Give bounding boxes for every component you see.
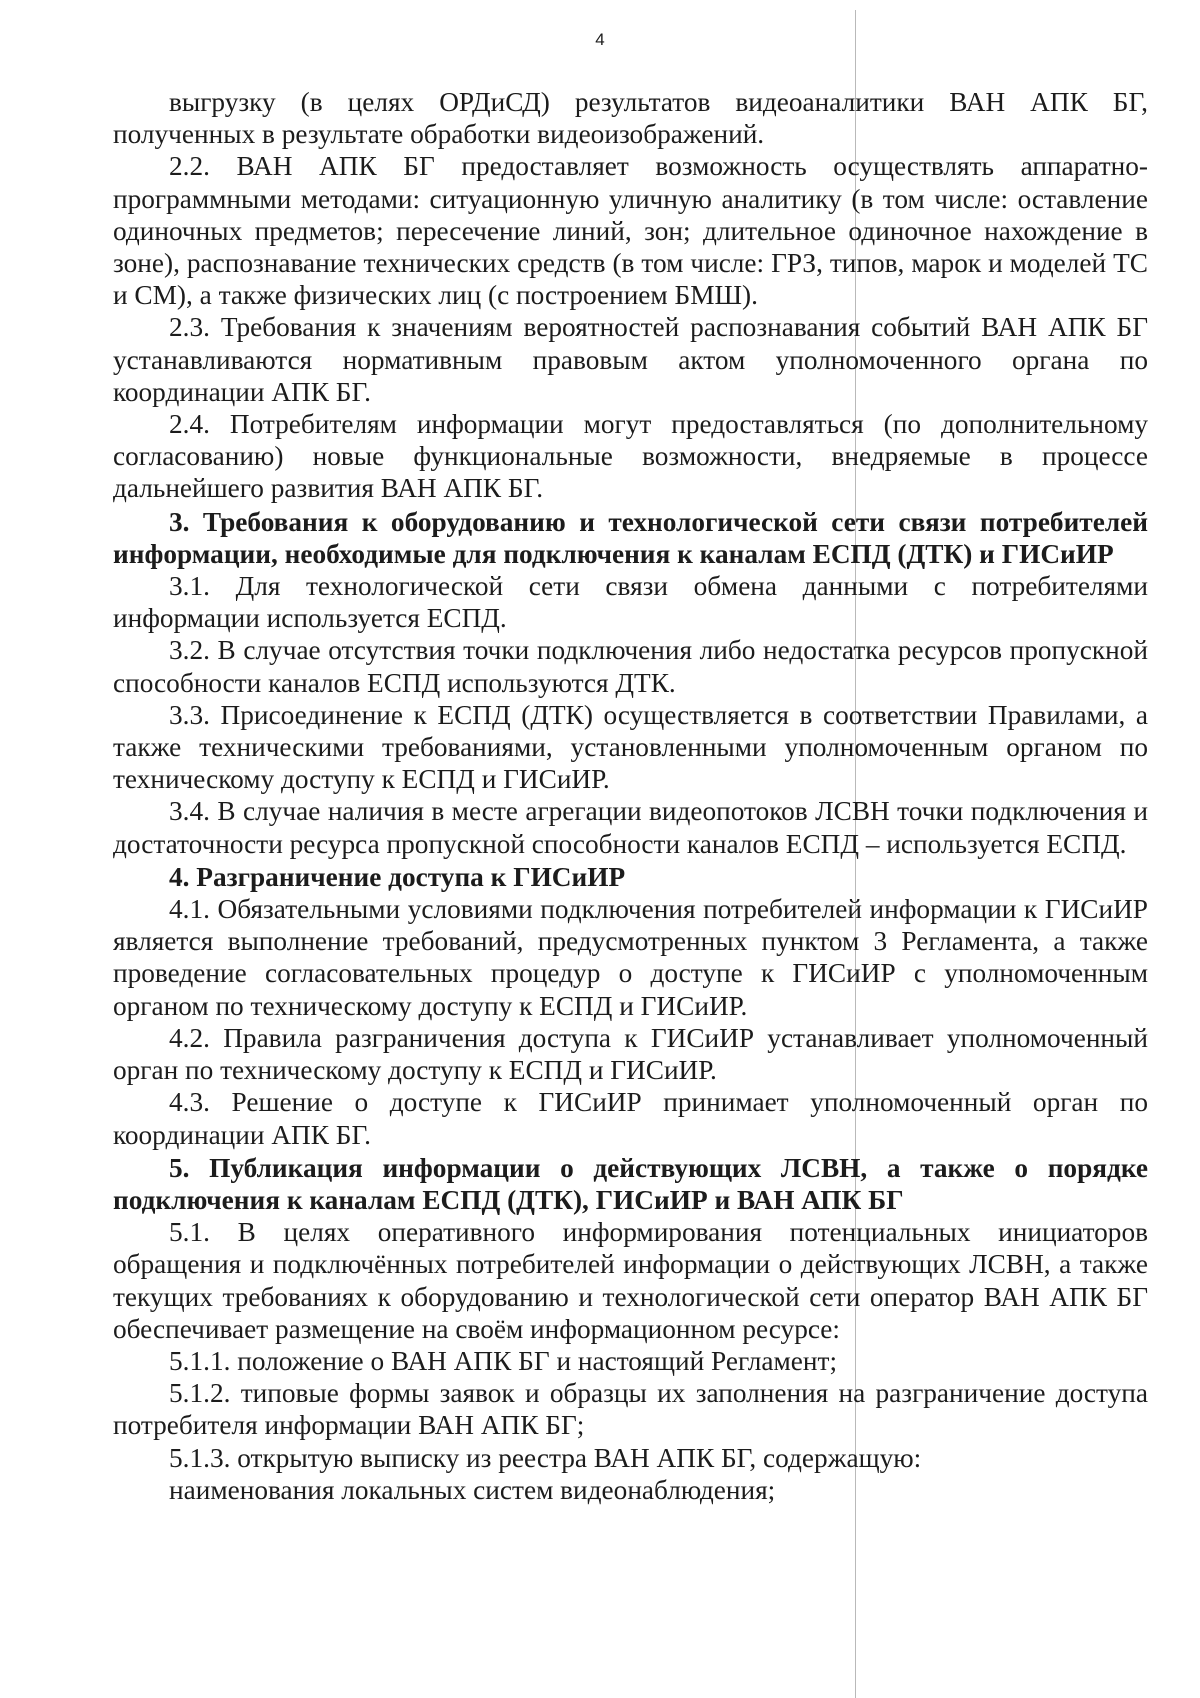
paragraph-5-1-2: 5.1.2. типовые формы заявок и образцы их заполнения на разграничение доступа потребителя информации ВАН АПК БГ; <box>113 1378 1148 1441</box>
page-number: 4 <box>595 30 605 49</box>
section-heading-4: 4. Разграничение доступа к ГИСиИР <box>169 861 626 892</box>
document-body <box>113 86 1148 1506</box>
paragraph-2-2: 2.2. ВАН АПК БГ предоставляет возможность осуществлять аппаратно-программными методами: ситуационную уличную аналитику (в том числе: оставление одиночных предметов; пересечение линий, зон; длительное одиночное нахождение в зоне), распознавание технических средств (в том числе: ГРЗ, типов, марок и моделей ТС и СМ), а также физических лиц (с построением БМШ). <box>113 151 1148 311</box>
paragraph-3-2: 3.2. В случае отсутствия точки подключения либо недостатка ресурсов пропускной способности каналов ЕСПД используются ДТК. <box>113 635 1148 698</box>
paragraph-continuation: выгрузку (в целях ОРДиСД) результатов видеоаналитики ВАН АПК БГ, полученных в результате обработки видеоизображений. <box>113 87 1148 150</box>
paragraph-4-3: 4.3. Решение о доступе к ГИСиИР принимает уполномоченный орган по координации АПК БГ. <box>113 1087 1148 1150</box>
section-heading-3: 3. Требования к оборудованию и технологической сети связи потребителей информации, необходимые для подключения к каналам ЕСПД (ДТК) и ГИСиИР <box>113 506 1148 569</box>
paragraph-2-3: 2.3. Требования к значениям вероятностей распознавания событий ВАН АПК БГ устанавливаются нормативным правовым актом уполномоченного органа по координации АПК БГ. <box>113 312 1148 407</box>
paragraph-2-4: 2.4. Потребителям информации могут предоставляться (по дополнительному согласованию) новые функциональные возможности, внедряемые в процессе дальнейшего развития ВАН АПК БГ. <box>113 409 1148 504</box>
paragraph-4-1: 4.1. Обязательными условиями подключения потребителей информации к ГИСиИР является выполнение требований, предусмотренных пунктом 3 Регламента, а также проведение согласовательных процедур о доступе к ГИСиИР с уполномоченным органом по техническому доступу к ЕСПД и ГИСиИР. <box>113 894 1148 1021</box>
section-heading-5: 5. Публикация информации о действующих ЛСВН, а также о порядке подключения к каналам ЕСПД (ДТК), ГИСиИР и ВАН АПК БГ <box>113 1152 1148 1215</box>
paragraph-5-1-1: 5.1.1. положение о ВАН АПК БГ и настоящий Регламент; <box>169 1345 838 1376</box>
paragraph-3-1: 3.1. Для технологической сети связи обмена данными с потребителями информации используется ЕСПД. <box>113 571 1148 634</box>
paragraph-3-3: 3.3. Присоединение к ЕСПД (ДТК) осуществляется в соответствии Правилами, а также техническими требованиями, установленными уполномоченным органом по техническому доступу к ЕСПД и ГИСиИР. <box>113 699 1148 795</box>
paragraph-5-1-3: 5.1.3. открытую выписку из реестра ВАН АПК БГ, содержащую: <box>169 1442 922 1473</box>
paragraph-list-item: наименования локальных систем видеонаблюдения; <box>169 1474 776 1505</box>
paragraph-4-2: 4.2. Правила разграничения доступа к ГИСиИР устанавливает уполномоченный орган по техническому доступу к ЕСПД и ГИСиИР. <box>113 1022 1148 1086</box>
paragraph-5-1: 5.1. В целях оперативного информирования потенциальных инициаторов обращения и подключённых потребителей информации о действующих ЛСВН, а также текущих требованиях к оборудованию и технологической сети оператор ВАН АПК БГ обеспечивает размещение на своём информационном ресурсе: <box>113 1217 1148 1344</box>
paragraph-3-4: 3.4. В случае наличия в месте агрегации видеопотоков ЛСВН точки подключения и достаточности ресурса пропускной способности каналов ЕСПД – используется ЕСПД. <box>113 796 1148 859</box>
